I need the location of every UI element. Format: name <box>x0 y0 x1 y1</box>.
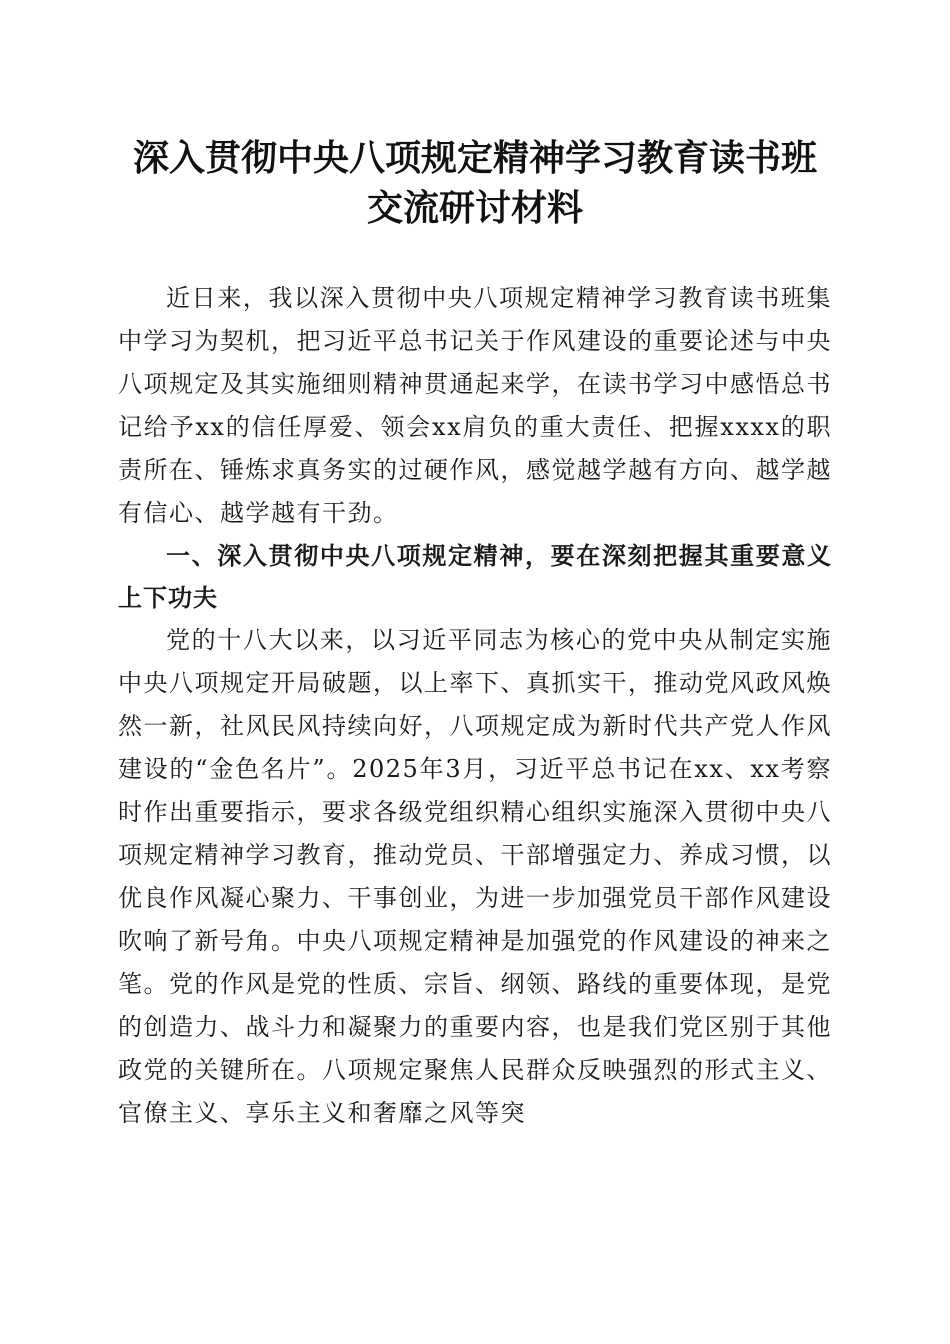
section-1-paragraph: 党的十八大以来，以习近平同志为核心的党中央从制定实施中央八项规定开局破题，以上率下、真抓实干，推动党风政风焕然一新，社风民风持续向好，八项规定成为新时代共产党人作风建设的“金色名片”。2025年3月，习近平总书记在xx、xx考察时作出重要指示，要求各级党组织精心组织实施深入贯彻中央八项规定精神学习教育，推动党员、干部增强定力、养成习惯，以优良作风凝心聚力、干事创业，为进一步加强党员干部作风建设吹响了新号角。中央八项规定精神是加强党的作风建设的神来之笔。党的作风是党的性质、宗旨、纲领、路线的重要体现，是党的创造力、战斗力和凝聚力的重要内容，也是我们党区别于其他政党的关键所在。八项规定聚焦人民群众反映强烈的形式主义、官僚主义、享乐主义和奢靡之风等突 <box>118 626 832 1127</box>
section-heading-1: 一、深入贯彻中央八项规定精神，要在深刻把握其重要意义上下功夫 <box>118 542 832 612</box>
document-title: 深入贯彻中央八项规定精神学习教育读书班交流研讨材料 <box>132 137 817 229</box>
document-body <box>118 277 832 1135</box>
intro-paragraph: 近日来，我以深入贯彻中央八项规定精神学习教育读书班集中学习为契机，把习近平总书记关于作风建设的重要论述与中央八项规定及其实施细则精神贯通起来学，在读书学习中感悟总书记给予xx的信任厚爱、领会xx肩负的重大责任、把握xxxx的职责所在、锤炼求真务实的过硬作风，感觉越学越有方向、越学越有信心、越学越有干劲。 <box>118 284 832 527</box>
